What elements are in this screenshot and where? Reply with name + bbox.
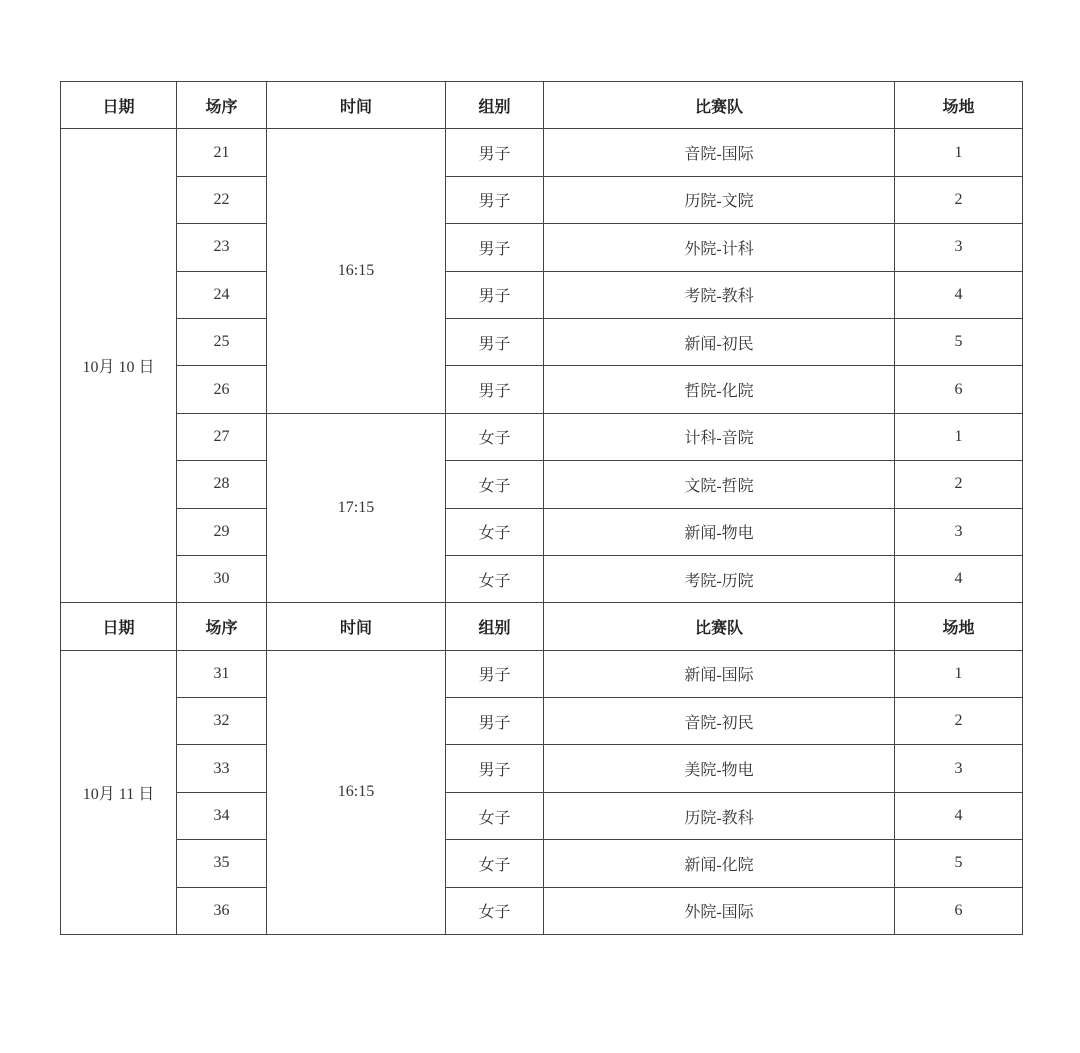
match-number-cell: 34 bbox=[177, 792, 267, 839]
column-header-date: 日期 bbox=[61, 82, 177, 129]
header-row bbox=[61, 603, 1023, 650]
match-number-cell: 29 bbox=[177, 508, 267, 555]
match-number-cell: 32 bbox=[177, 698, 267, 745]
table-row bbox=[61, 650, 1023, 697]
teams-cell: 计科-音院 bbox=[544, 413, 895, 460]
column-header-group: 组别 bbox=[446, 82, 544, 129]
column-header-time: 时间 bbox=[267, 82, 446, 129]
venue-cell: 2 bbox=[895, 698, 1023, 745]
teams-cell: 新闻-初民 bbox=[544, 318, 895, 365]
table-row bbox=[61, 129, 1023, 176]
venue-cell: 4 bbox=[895, 271, 1023, 318]
column-header-group: 组别 bbox=[446, 603, 544, 650]
teams-cell: 文院-哲院 bbox=[544, 461, 895, 508]
teams-cell: 考院-历院 bbox=[544, 555, 895, 602]
venue-cell: 1 bbox=[895, 650, 1023, 697]
group-cell: 男子 bbox=[446, 224, 544, 271]
venue-cell: 3 bbox=[895, 508, 1023, 555]
group-cell: 男子 bbox=[446, 366, 544, 413]
venue-cell: 2 bbox=[895, 461, 1023, 508]
group-cell: 女子 bbox=[446, 461, 544, 508]
match-number-cell: 35 bbox=[177, 840, 267, 887]
teams-cell: 新闻-国际 bbox=[544, 650, 895, 697]
group-cell: 女子 bbox=[446, 887, 544, 934]
column-header-teams: 比赛队 bbox=[544, 82, 895, 129]
table-row bbox=[61, 745, 1023, 792]
match-number-cell: 31 bbox=[177, 650, 267, 697]
table-row bbox=[61, 224, 1023, 271]
date-cell: 10月 11 日 bbox=[61, 650, 177, 934]
table-row bbox=[61, 176, 1023, 223]
venue-cell: 1 bbox=[895, 129, 1023, 176]
time-cell: 16:15 bbox=[267, 650, 446, 934]
teams-cell: 音院-国际 bbox=[544, 129, 895, 176]
match-number-cell: 22 bbox=[177, 176, 267, 223]
match-schedule-table bbox=[60, 81, 1023, 935]
group-cell: 女子 bbox=[446, 555, 544, 602]
column-header-venue: 场地 bbox=[895, 82, 1023, 129]
teams-cell: 历院-教科 bbox=[544, 792, 895, 839]
group-cell: 女子 bbox=[446, 508, 544, 555]
match-number-cell: 36 bbox=[177, 887, 267, 934]
header-row bbox=[61, 82, 1023, 129]
column-header-time: 时间 bbox=[267, 603, 446, 650]
teams-cell: 哲院-化院 bbox=[544, 366, 895, 413]
match-number-cell: 24 bbox=[177, 271, 267, 318]
teams-cell: 美院-物电 bbox=[544, 745, 895, 792]
venue-cell: 3 bbox=[895, 224, 1023, 271]
table-row bbox=[61, 792, 1023, 839]
group-cell: 女子 bbox=[446, 840, 544, 887]
match-number-cell: 23 bbox=[177, 224, 267, 271]
table-row bbox=[61, 840, 1023, 887]
match-number-cell: 25 bbox=[177, 318, 267, 365]
match-number-cell: 33 bbox=[177, 745, 267, 792]
column-header-match-number: 场序 bbox=[177, 603, 267, 650]
match-number-cell: 26 bbox=[177, 366, 267, 413]
date-cell: 10月 10 日 bbox=[61, 129, 177, 603]
table-row bbox=[61, 318, 1023, 365]
table-row bbox=[61, 271, 1023, 318]
group-cell: 男子 bbox=[446, 698, 544, 745]
teams-cell: 外院-国际 bbox=[544, 887, 895, 934]
table-row bbox=[61, 461, 1023, 508]
match-number-cell: 30 bbox=[177, 555, 267, 602]
column-header-venue: 场地 bbox=[895, 603, 1023, 650]
match-number-cell: 28 bbox=[177, 461, 267, 508]
venue-cell: 2 bbox=[895, 176, 1023, 223]
column-header-match-number: 场序 bbox=[177, 82, 267, 129]
venue-cell: 5 bbox=[895, 840, 1023, 887]
table-row bbox=[61, 508, 1023, 555]
column-header-teams: 比赛队 bbox=[544, 603, 895, 650]
group-cell: 男子 bbox=[446, 176, 544, 223]
table-row bbox=[61, 887, 1023, 934]
time-cell: 16:15 bbox=[267, 129, 446, 413]
venue-cell: 4 bbox=[895, 555, 1023, 602]
teams-cell: 外院-计科 bbox=[544, 224, 895, 271]
teams-cell: 新闻-物电 bbox=[544, 508, 895, 555]
venue-cell: 3 bbox=[895, 745, 1023, 792]
time-cell: 17:15 bbox=[267, 413, 446, 603]
table-row bbox=[61, 698, 1023, 745]
column-header-date: 日期 bbox=[61, 603, 177, 650]
group-cell: 男子 bbox=[446, 318, 544, 365]
table-row bbox=[61, 555, 1023, 602]
teams-cell: 历院-文院 bbox=[544, 176, 895, 223]
table-row bbox=[61, 413, 1023, 460]
group-cell: 女子 bbox=[446, 792, 544, 839]
venue-cell: 5 bbox=[895, 318, 1023, 365]
teams-cell: 音院-初民 bbox=[544, 698, 895, 745]
match-number-cell: 21 bbox=[177, 129, 267, 176]
venue-cell: 1 bbox=[895, 413, 1023, 460]
venue-cell: 6 bbox=[895, 887, 1023, 934]
teams-cell: 考院-教科 bbox=[544, 271, 895, 318]
group-cell: 男子 bbox=[446, 129, 544, 176]
match-number-cell: 27 bbox=[177, 413, 267, 460]
venue-cell: 4 bbox=[895, 792, 1023, 839]
group-cell: 男子 bbox=[446, 745, 544, 792]
group-cell: 女子 bbox=[446, 413, 544, 460]
table-row bbox=[61, 366, 1023, 413]
teams-cell: 新闻-化院 bbox=[544, 840, 895, 887]
venue-cell: 6 bbox=[895, 366, 1023, 413]
group-cell: 男子 bbox=[446, 271, 544, 318]
group-cell: 男子 bbox=[446, 650, 544, 697]
